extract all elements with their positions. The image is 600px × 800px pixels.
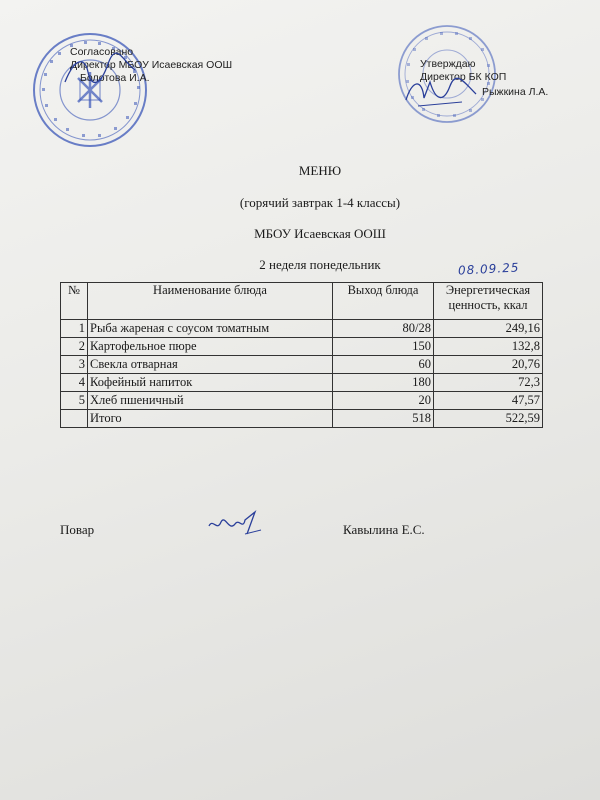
- approval-right-position: Директор БК КОП: [420, 71, 507, 83]
- menu-table: [60, 282, 543, 428]
- row-energy: 249,16: [434, 320, 543, 338]
- row-dish-name: Свекла отварная: [88, 356, 333, 374]
- row-num: 2: [61, 338, 88, 356]
- approval-left-heading: Согласовано: [70, 46, 134, 58]
- row-dish-name: Кофейный напиток: [88, 374, 333, 392]
- table-row: [61, 374, 543, 392]
- header-output: Выход блюда: [333, 283, 434, 320]
- table-row: [61, 338, 543, 356]
- header-dish-name: Наименование блюда: [88, 283, 333, 320]
- total-energy: 522,59: [434, 410, 543, 428]
- cook-label: Повар: [60, 522, 95, 537]
- row-output: 80/28: [333, 320, 434, 338]
- approval-left-signatory: Болотова И.А.: [80, 72, 150, 84]
- cook-signature: [205, 508, 265, 538]
- row-energy: 132,8: [434, 338, 543, 356]
- row-output: 20: [333, 392, 434, 410]
- row-dish-name: Картофельное пюре: [88, 338, 333, 356]
- week-day-label: 2 неделя понедельник: [259, 257, 381, 272]
- table-total-row: [61, 410, 543, 428]
- table-row: [61, 320, 543, 338]
- row-dish-name: Хлеб пшеничный: [88, 392, 333, 410]
- table-row: [61, 392, 543, 410]
- table-row: [61, 356, 543, 374]
- approval-left-position: Директор МБОУ Исаевская ООШ: [70, 59, 233, 71]
- row-output: 150: [333, 338, 434, 356]
- menu-subtitle: (горячий завтрак 1-4 классы): [239, 195, 401, 210]
- row-num: 1: [61, 320, 88, 338]
- table-header-row: [61, 283, 543, 320]
- school-name: МБОУ Исаевская ООШ: [254, 226, 386, 241]
- row-num: 5: [61, 392, 88, 410]
- row-dish-name: Рыба жареная с соусом томатным: [88, 320, 333, 338]
- menu-title: МЕНЮ: [298, 163, 342, 178]
- header-energy: Энергетическая ценность, ккал: [434, 283, 543, 320]
- row-num: 4: [61, 374, 88, 392]
- row-energy: 20,76: [434, 356, 543, 374]
- director-right-signature: [400, 72, 480, 112]
- approval-right-signatory: Рыжкина Л.А.: [482, 86, 549, 98]
- handwritten-date: 08.09.25: [457, 260, 520, 278]
- total-output: 518: [333, 410, 434, 428]
- total-num: [61, 410, 88, 428]
- total-label: Итого: [88, 410, 333, 428]
- row-energy: 72,3: [434, 374, 543, 392]
- approval-right-heading: Утверждаю: [420, 58, 476, 70]
- row-output: 180: [333, 374, 434, 392]
- row-output: 60: [333, 356, 434, 374]
- cook-name: Кавылина Е.С.: [343, 522, 425, 537]
- row-num: 3: [61, 356, 88, 374]
- header-num: №: [61, 283, 88, 320]
- row-energy: 47,57: [434, 392, 543, 410]
- director-left-signature: [60, 52, 140, 92]
